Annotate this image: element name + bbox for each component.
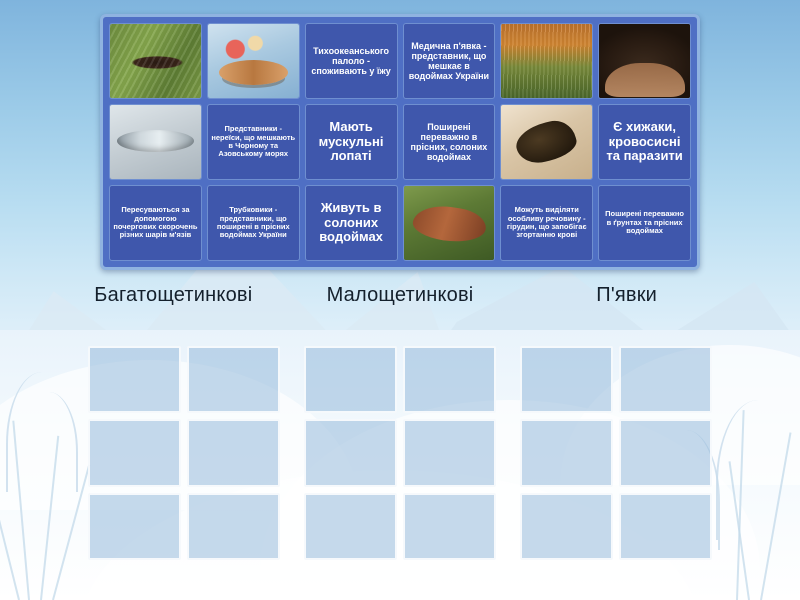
card-medical-leech-label: Медична п'явка - представник, що мешкає в водоймах України xyxy=(408,40,490,82)
drop-slot[interactable] xyxy=(403,346,496,413)
card-hirudin[interactable] xyxy=(500,185,593,261)
drop-slot[interactable] xyxy=(304,493,397,560)
drop-slot[interactable] xyxy=(187,346,280,413)
card-tubifex[interactable] xyxy=(207,185,300,261)
tubifex-colony-photo[interactable] xyxy=(500,23,593,99)
dark-leech-photo[interactable] xyxy=(500,104,593,180)
category-heading-hirudinea: П'явки xyxy=(596,284,658,306)
card-predators[interactable] xyxy=(598,104,691,180)
drop-zone-oligochaeta[interactable] xyxy=(304,346,496,560)
drop-slot[interactable] xyxy=(304,346,397,413)
category-headings xyxy=(60,284,740,307)
category-heading-oligochaeta: Малощетинкові xyxy=(326,284,474,306)
card-hirudin-label: Можуть виділяти особливу речовину - гірудин, що запобігає згортанню крові xyxy=(506,205,587,240)
card-predators-label: Є хижаки, кровосисні та паразити xyxy=(606,119,683,164)
card-fresh-salt[interactable] xyxy=(403,104,496,180)
drop-slot[interactable] xyxy=(187,419,280,486)
earthworm-photo-image xyxy=(404,186,495,260)
drop-zone-hirudinea[interactable] xyxy=(520,346,712,560)
drop-slot[interactable] xyxy=(619,346,712,413)
card-soil-fresh-label: Поширені переважно в ґрунтах та прісних водоймах xyxy=(605,209,684,236)
card-salt-water-label: Живуть в солоних водоймах xyxy=(319,200,383,245)
drop-slot[interactable] xyxy=(403,419,496,486)
drop-slot[interactable] xyxy=(619,493,712,560)
card-tubifex-label: Трубковики - представники, що поширені в прісних водоймах України xyxy=(216,205,290,240)
card-parapodia-label: Мають мускульні лопаті xyxy=(318,119,384,164)
drop-slot[interactable] xyxy=(520,346,613,413)
dark-leech-photo-image xyxy=(501,105,592,179)
pale-worm-photo[interactable] xyxy=(109,104,202,180)
card-palolo[interactable] xyxy=(305,23,398,99)
card-palolo-label: Тихоокеанського палоло - споживають у їжу xyxy=(311,45,391,77)
pale-worm-photo-image xyxy=(110,105,201,179)
card-nereids[interactable] xyxy=(207,104,300,180)
drop-slot[interactable] xyxy=(304,419,397,486)
drop-zones xyxy=(88,346,712,560)
card-fresh-salt-label: Поширені переважно в прісних, солоних водоймах xyxy=(410,121,488,163)
card-tray xyxy=(100,14,700,270)
soil-in-hands-photo-image xyxy=(599,24,690,98)
category-heading-polychaeta: Багатощетинкові xyxy=(94,284,253,306)
leech-on-leaf-photo-image xyxy=(110,24,201,98)
drop-slot[interactable] xyxy=(88,493,181,560)
tubifex-colony-photo-image xyxy=(501,24,592,98)
card-medical-leech[interactable] xyxy=(403,23,496,99)
nereis-illustration[interactable] xyxy=(207,23,300,99)
drop-slot[interactable] xyxy=(520,493,613,560)
card-soil-fresh[interactable] xyxy=(598,185,691,261)
leech-on-leaf-photo[interactable] xyxy=(109,23,202,99)
drop-slot[interactable] xyxy=(88,346,181,413)
drop-slot[interactable] xyxy=(619,419,712,486)
soil-in-hands-photo[interactable] xyxy=(598,23,691,99)
drop-slot[interactable] xyxy=(187,493,280,560)
card-parapodia[interactable] xyxy=(305,104,398,180)
drop-slot[interactable] xyxy=(520,419,613,486)
drop-slot[interactable] xyxy=(88,419,181,486)
drop-slot[interactable] xyxy=(403,493,496,560)
earthworm-photo[interactable] xyxy=(403,185,496,261)
nereis-illustration-image xyxy=(208,24,299,98)
card-muscle-layers[interactable] xyxy=(109,185,202,261)
drop-zone-polychaeta[interactable] xyxy=(88,346,280,560)
card-muscle-layers-label: Пересуваються за допомогою почергових скорочень різних шарів м'язів xyxy=(113,205,198,240)
card-nereids-label: Представники - нереїси, що мешкають в Чорному та Азовському морях xyxy=(211,124,296,159)
card-salt-water[interactable] xyxy=(305,185,398,261)
